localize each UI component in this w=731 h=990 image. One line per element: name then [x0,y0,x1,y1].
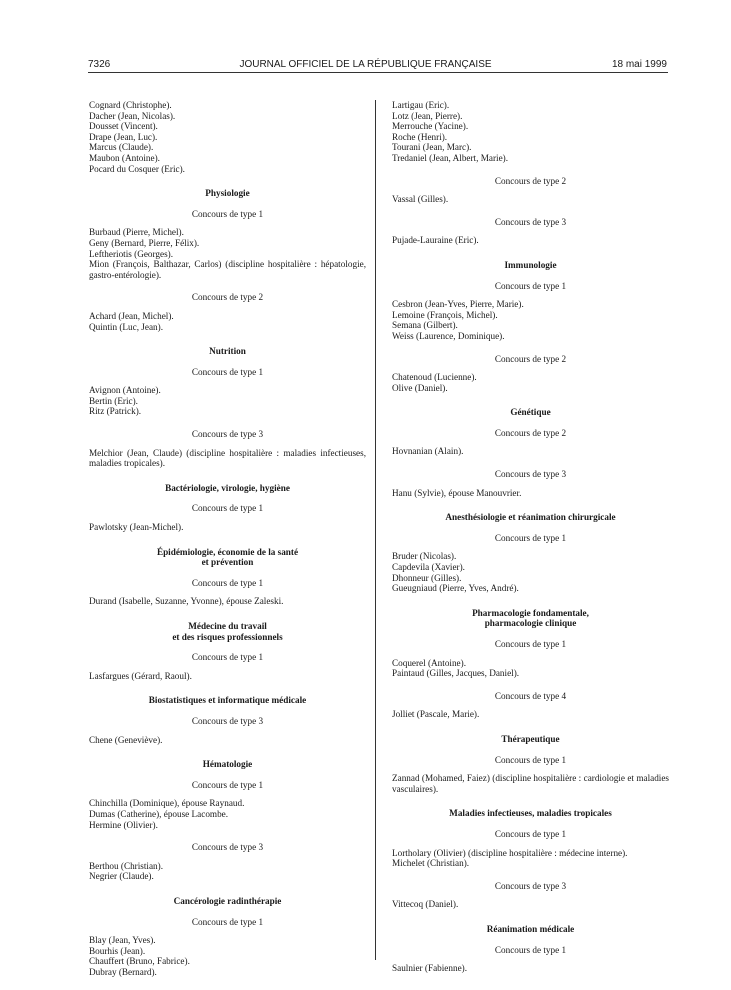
name-entry: Ritz (Patrick). [89,406,142,417]
name-entry: Bertin (Eric). [89,395,138,406]
name-entry: Lemoine (François, Michel). [392,309,498,320]
competition-type: Concours de type 2 [494,175,567,186]
competition-type: Concours de type 3 [494,469,567,480]
name-entry: Marcus (Claude). [89,142,154,153]
section-title-pharmacologie: Pharmacologie fondamentale, pharmacologie clinique [472,607,589,629]
name-entry: Lartigau (Eric). [392,100,450,110]
competition-type: Concours de type 1 [191,577,264,588]
competition-type: Concours de type 2 [494,353,567,364]
name-entry: Zannad (Mohamed, Faiez) (discipline hospitalière : cardiologie et maladies vasculaires). [392,773,669,794]
competition-type: Concours de type 3 [494,216,567,227]
name-entry: Geny (Bernard, Pierre, Félix). [89,237,200,248]
name-entry: Chinchilla (Dominique), épouse Raynaud. [89,798,245,809]
name-entry: Hanu (Sylvie), épouse Manouvrier. [392,487,522,498]
section-title-genetique: Génétique [510,407,551,418]
competition-type: Concours de type 1 [494,532,567,543]
section-title-cancerologie: Cancérologie radinthérapie [173,895,282,906]
name-entry: Maubon (Antoine). [89,152,160,163]
intro-name-list [89,100,366,174]
name-entry: Hovnanian (Alain). [392,446,464,457]
competition-type: Concours de type 1 [191,366,264,377]
section-title-immunologie: Immunologie [504,259,557,270]
name-entry: Vittecoq (Daniel). [392,899,459,910]
section-title-reanimation: Réanimation médicale [486,923,575,934]
section-title-physiologie: Physiologie [205,188,250,199]
name-entry: Leftheriotis (Georges). [89,248,174,259]
name-entry: Dhonneur (Gilles). [392,572,462,583]
name-entry: Bourhis (Jean). [89,945,146,956]
section-title-biostatistiques: Biostatistiques et informatique médicale [148,695,307,706]
section-title-medecine-travail: Médecine du travail et des risques professionnels [172,621,283,642]
competition-type: Concours de type 3 [191,715,264,726]
competition-type: Concours de type 3 [494,880,567,891]
section-title-anesthesiologie: Anesthésiologie et réanimation chirurgicale [445,512,616,523]
name-entry: Blay (Jean, Yves). [89,935,156,946]
name-entry: Hermine (Olivier). [89,819,158,830]
name-entry: Chatenoud (Lucienne). [392,372,477,383]
competition-type: Concours de type 1 [191,208,264,219]
column-divider [375,100,376,960]
name-entry: Merrouche (Yacine). [392,121,469,132]
competition-type: Concours de type 2 [494,427,567,438]
name-entry: Mion (François, Balthazar, Carlos) (discipline hospitalière : hépatologie, gastro-entérologie). [89,259,366,280]
name-entry: Tourani (Jean, Marc). [392,142,472,153]
name-entry: Olive (Daniel). [392,382,448,393]
competition-type: Concours de type 1 [494,944,567,955]
competition-type: Concours de type 3 [191,429,264,440]
name-entry: Pocard du Cosquer (Eric). [89,163,185,174]
name-entry: Cognard (Christophe). [89,100,172,110]
page-number: 7326 [88,59,111,70]
name-entry: Chauffert (Bruno, Fabrice). [89,956,190,967]
name-entry: Achard (Jean, Michel). [89,310,174,321]
name-entry: Dousset (Vincent). [89,121,158,132]
name-entry: Semana (Gilbert). [392,320,458,331]
section-title-epidemiologie: Épidémiologie, économie de la santé et prévention [156,546,299,568]
name-entry: Drape (Jean, Luc). [89,131,158,142]
competition-type: Concours de type 1 [494,639,567,649]
name-entry: Cesbron (Jean-Yves, Pierre, Marie). [392,299,524,310]
name-entry: Melchior (Jean, Claude) (discipline hospitalière : maladies infectieuses, maladies tropicales). [89,447,366,469]
left-column [89,100,366,977]
name-entry: Chene (Geneviève). [89,734,163,745]
name-entry: Paintaud (Gilles, Jacques, Daniel). [392,668,520,679]
competition-type: Concours de type 1 [494,754,567,765]
competition-type: Concours de type 1 [494,280,567,291]
name-entry: Capdevila (Xavier). [392,562,465,573]
name-entry: Pawlotsky (Jean-Michel). [89,522,184,533]
competition-type: Concours de type 1 [191,916,264,927]
name-entry: Tredaniel (Jean, Albert, Marie). [392,152,509,163]
issue-date: 18 mai 1999 [611,59,667,70]
section-title-hematologie: Hématologie [202,759,253,770]
header-rule [88,72,668,73]
name-entry: Saulnier (Fabienne). [392,963,468,974]
name-entry: Bruder (Nicolas). [392,551,457,562]
name-entry: Vassal (Gilles). [392,194,449,205]
section-title-nutrition: Nutrition [209,346,246,357]
name-entry: Lortholary (Olivier) (discipline hospitalière : médecine interne). [392,847,628,858]
section-title-bacteriologie: Bactériologie, virologie, hygiène [165,482,290,493]
right-column [392,100,669,974]
name-entry: Gueugniaud (Pierre, Yves, André). [392,583,519,594]
name-entry: Roche (Henri). [392,131,448,142]
name-entry: Burbaud (Pierre, Michel). [89,227,184,238]
competition-type: Concours de type 4 [494,690,567,701]
journal-title: JOURNAL OFFICIEL DE LA RÉPUBLIQUE FRANÇAISE [239,59,492,70]
competition-type: Concours de type 2 [191,292,264,303]
name-entry: Avignon (Antoine). [89,385,161,396]
name-entry: Lasfargues (Gérard, Raoul). [89,670,192,681]
name-entry: Michelet (Christian). [392,858,470,869]
name-entry: Dubray (Bernard). [89,966,157,977]
name-entry: Pujade-Lauraine (Eric). [392,235,479,246]
name-entry: Lotz (Jean, Pierre). [392,110,463,121]
name-entry: Quintin (Luc, Jean). [89,321,163,332]
name-entry: Berthou (Christian). [89,860,163,871]
name-entry: Negrier (Claude). [89,871,154,882]
name-entry: Dacher (Jean, Nicolas). [89,110,176,121]
competition-type: Concours de type 1 [191,779,264,790]
name-entry: Coquerel (Antoine). [392,657,466,668]
competition-type: Concours de type 1 [191,503,264,514]
competition-type: Concours de type 1 [494,828,567,839]
competition-type: Concours de type 1 [191,652,264,663]
competition-type: Concours de type 3 [191,842,264,853]
section-title-maladies-infectieuses: Maladies infectieuses, maladies tropicales [449,808,612,819]
name-entry: Weiss (Laurence, Dominique). [392,330,505,341]
name-entry: Durand (Isabelle, Suzanne, Yvonne), épouse Zaleski. [89,596,284,607]
section-title-therapeutique: Thérapeutique [501,733,560,744]
name-entry: Dumas (Catherine), épouse Lacombe. [89,808,229,819]
name-entry: Jolliet (Pascale, Marie). [392,709,480,720]
